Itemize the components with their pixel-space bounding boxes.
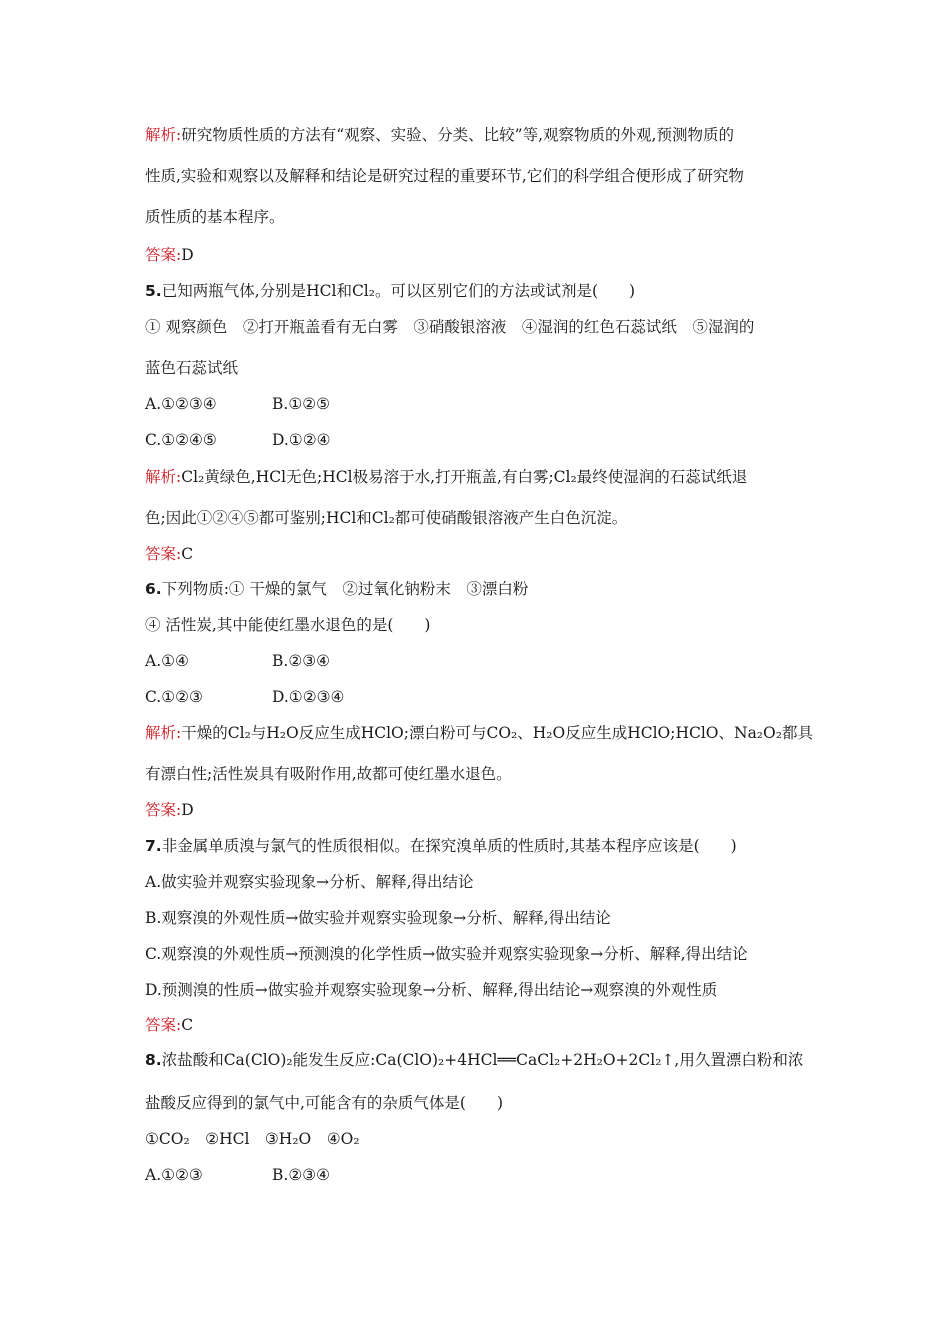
question-number: 5.: [145, 282, 162, 300]
q4-analysis-line-2: 性质,实验和观察以及解释和结论是研究过程的重要环节,它们的科学组合便形成了研究物: [145, 167, 744, 185]
analysis-label: 解析: [145, 724, 177, 742]
answer-label: 答案: [145, 545, 177, 563]
answer-label: 答案: [145, 1016, 177, 1034]
option-a: A.①②③④: [145, 395, 217, 413]
q7-option-d: D.预测溴的性质→做实验并观察实验现象→分析、解释,得出结论→观察溴的外观性质: [145, 981, 718, 999]
q4-analysis-line-1: 解析:研究物质性质的方法有“观察、实验、分类、比较”等,观察物质的外观,预测物质的: [145, 126, 734, 144]
q6-analysis-line-2: 有漂白性;活性炭具有吸附作用,故都可使红墨水退色。: [145, 765, 512, 783]
q8-stem-line-1: 8.浓盐酸和Ca(ClO)₂能发生反应:Ca(ClO)₂+4HCl══CaCl₂+2H₂O+2Cl₂↑,用久置漂白粉和浓: [145, 1051, 804, 1069]
q7-option-b: B.观察溴的外观性质→做实验并观察实验现象→分析、解释,得出结论: [145, 909, 611, 927]
option-c: C.①②③: [145, 688, 203, 706]
option-d: D.①②③④: [272, 688, 345, 706]
q6-stem-line-2: ④ 活性炭,其中能使红墨水退色的是( ): [145, 616, 431, 634]
q5-items-line-2: 蓝色石蕊试纸: [145, 359, 239, 377]
q6-stem-line-1: 6.下列物质:① 干燥的氯气 ②过氧化钠粉末 ③漂白粉: [145, 580, 529, 598]
option-a: A.①②③: [145, 1166, 203, 1184]
q4-analysis-line-3: 质性质的基本程序。: [145, 208, 285, 226]
q7-stem: 7.非金属单质溴与氯气的性质很相似。在探究溴单质的性质时,其基本程序应该是( ): [145, 837, 737, 855]
q7-option-a: A.做实验并观察实验现象→分析、解释,得出结论: [145, 873, 474, 891]
option-c: C.①②④⑤: [145, 431, 217, 449]
q6-answer: 答案:D: [145, 801, 194, 819]
analysis-label: 解析: [145, 126, 177, 144]
q6-options-row-2: [145, 687, 825, 707]
answer-label: 答案: [145, 801, 177, 819]
q5-analysis-line-2: 色;因此①②④⑤都可鉴别;HCl和Cl₂都可使硝酸银溶液产生白色沉淀。: [145, 509, 628, 527]
question-number: 8.: [145, 1051, 162, 1069]
question-number: 6.: [145, 580, 162, 598]
q5-options-row-1: [145, 394, 825, 414]
option-a: A.①④: [145, 652, 189, 670]
q8-items: ①CO₂ ②HCl ③H₂O ④O₂: [145, 1130, 360, 1148]
option-b: B.②③④: [272, 1166, 331, 1184]
question-number: 7.: [145, 837, 162, 855]
q5-answer: 答案:C: [145, 545, 194, 563]
q5-items-line-1: ① 观察颜色 ②打开瓶盖看有无白雾 ③硝酸银溶液 ④湿润的红色石蕊试纸 ⑤湿润的: [145, 318, 755, 336]
option-d: D.①②④: [272, 431, 331, 449]
option-b: B.①②⑤: [272, 395, 331, 413]
option-b: B.②③④: [272, 652, 331, 670]
q7-option-c: C.观察溴的外观性质→预测溴的化学性质→做实验并观察实验现象→分析、解释,得出结论: [145, 945, 748, 963]
q6-options-row-1: [145, 651, 825, 671]
q5-stem: 5.已知两瓶气体,分别是HCl和Cl₂。可以区别它们的方法或试剂是( ): [145, 282, 636, 300]
q7-answer: 答案:C: [145, 1016, 194, 1034]
q8-options-row-1: [145, 1165, 825, 1185]
q4-answer: 答案:D: [145, 246, 194, 264]
q8-stem-line-2: 盐酸反应得到的氯气中,可能含有的杂质气体是( ): [145, 1094, 504, 1112]
answer-label: 答案: [145, 246, 177, 264]
analysis-label: 解析: [145, 468, 177, 486]
q6-analysis-line-1: 解析:干燥的Cl₂与H₂O反应生成HClO;漂白粉可与CO₂、H₂O反应生成HClO;HClO、Na₂O₂都具: [145, 724, 813, 742]
q5-options-row-2: [145, 430, 825, 450]
q5-analysis-line-1: 解析:Cl₂黄绿色,HCl无色;HCl极易溶于水,打开瓶盖,有白雾;Cl₂最终使湿润的石蕊试纸退: [145, 468, 748, 486]
